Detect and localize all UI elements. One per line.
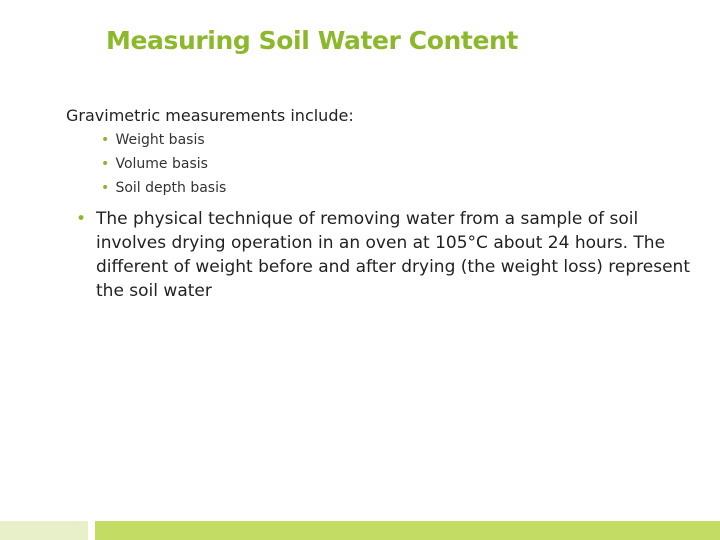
slide-title: Measuring Soil Water Content	[106, 26, 518, 55]
sub-bullet-text: Volume basis	[115, 156, 208, 172]
footer-accent-bar	[95, 521, 720, 540]
main-bullet-text: The physical technique of removing water from a sample of soil involves drying operation in an oven at 105°C about 24 hours. The different of weight before and after drying (the weight loss) represent the soil water	[96, 209, 690, 301]
bullet-marker: •	[101, 180, 110, 196]
sub-bullet-text: Weight basis	[115, 132, 205, 148]
sub-bullet-text: Soil depth basis	[115, 180, 227, 196]
footer-accent-light	[0, 521, 88, 540]
intro-text: Gravimetric measurements include:	[66, 106, 354, 125]
sub-bullet-item	[101, 155, 226, 179]
sub-bullet-item	[101, 131, 226, 155]
main-bullet	[76, 207, 694, 303]
sub-bullet-item	[101, 179, 226, 203]
sub-bullet-list	[101, 131, 226, 203]
bullet-marker: •	[101, 132, 110, 148]
bullet-marker: •	[101, 156, 110, 172]
bullet-marker: •	[76, 209, 87, 229]
